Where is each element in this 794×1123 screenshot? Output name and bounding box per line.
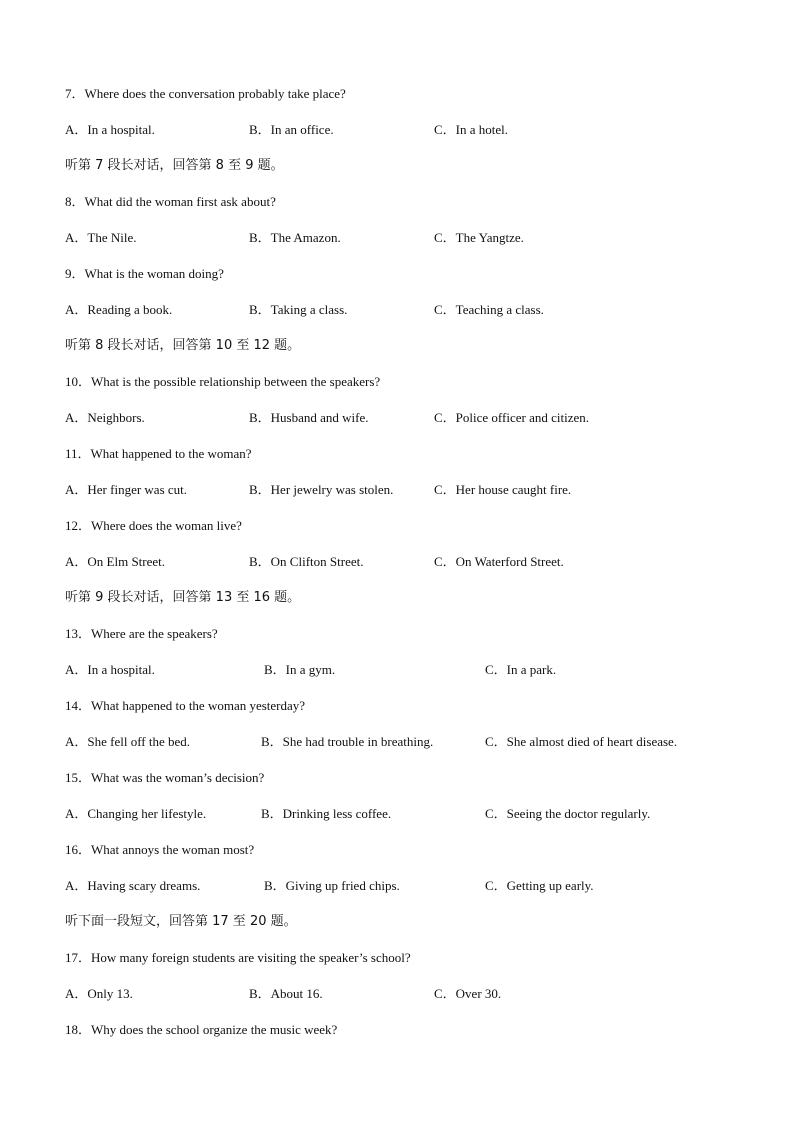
option-c: C．She almost died of heart disease. [485, 734, 678, 749]
question-text: 14．What happened to the woman yesterday? [65, 698, 306, 713]
question-text: 7．Where does the conversation probably take place? [65, 86, 346, 101]
option-a: A．She fell off the bed. [65, 734, 191, 749]
question-text: 16．What annoys the woman most? [65, 842, 255, 857]
option-c: C．Seeing the doctor regularly. [485, 806, 651, 821]
question-text: 12．Where does the woman live? [65, 518, 242, 533]
option-a: A．Changing her lifestyle. [65, 806, 207, 821]
option-a: A．The Nile. [65, 230, 137, 245]
question-text: 9．What is the woman doing? [65, 266, 224, 281]
question-text: 17．How many foreign students are visiting the speaker’s school? [65, 950, 411, 965]
option-c: C．In a park. [485, 662, 557, 677]
question-text: 15．What was the woman’s decision? [65, 770, 265, 785]
section-instruction: 听第 8 段长对话，回答第 10 至 12 题。 [65, 338, 301, 353]
option-c: C．On Waterford Street. [434, 554, 564, 569]
option-b: B．About 16. [249, 986, 323, 1001]
question-text: 11．What happened to the woman? [65, 446, 252, 461]
option-b: B．Taking a class. [249, 302, 348, 317]
option-c: C．Getting up early. [485, 878, 594, 893]
option-a: A．Her finger was cut. [65, 482, 188, 497]
option-b: B．Husband and wife. [249, 410, 369, 425]
option-c: C．The Yangtze. [434, 230, 524, 245]
option-c: C．In a hotel. [434, 122, 509, 137]
option-a: A．Having scary dreams. [65, 878, 201, 893]
option-a: A．In a hospital. [65, 662, 155, 677]
option-a: A．In a hospital. [65, 122, 155, 137]
option-c: C．Teaching a class. [434, 302, 544, 317]
option-b: B．On Clifton Street. [249, 554, 364, 569]
option-a: A．Only 13. [65, 986, 133, 1001]
section-instruction: 听第 9 段长对话，回答第 13 至 16 题。 [65, 590, 301, 605]
option-c: C．Her house caught fire. [434, 482, 572, 497]
option-b: B．In a gym. [264, 662, 336, 677]
question-text: 18．Why does the school organize the music week? [65, 1022, 338, 1037]
option-b: B．Drinking less coffee. [261, 806, 392, 821]
option-c: C．Over 30. [434, 986, 502, 1001]
option-b: B．She had trouble in breathing. [261, 734, 434, 749]
option-b: B．In an office. [249, 122, 334, 137]
question-text: 8．What did the woman first ask about? [65, 194, 276, 209]
option-c: C．Police officer and citizen. [434, 410, 589, 425]
option-b: B．Giving up fried chips. [264, 878, 400, 893]
option-a: A．Neighbors. [65, 410, 145, 425]
option-b: B．Her jewelry was stolen. [249, 482, 394, 497]
question-text: 13．Where are the speakers? [65, 626, 218, 641]
option-b: B．The Amazon. [249, 230, 341, 245]
question-text: 10．What is the possible relationship between the speakers? [65, 374, 381, 389]
option-a: A．On Elm Street. [65, 554, 166, 569]
option-a: A．Reading a book. [65, 302, 173, 317]
section-instruction: 听第 7 段长对话，回答第 8 至 9 题。 [65, 158, 284, 173]
section-instruction: 听下面一段短文，回答第 17 至 20 题。 [65, 914, 297, 929]
